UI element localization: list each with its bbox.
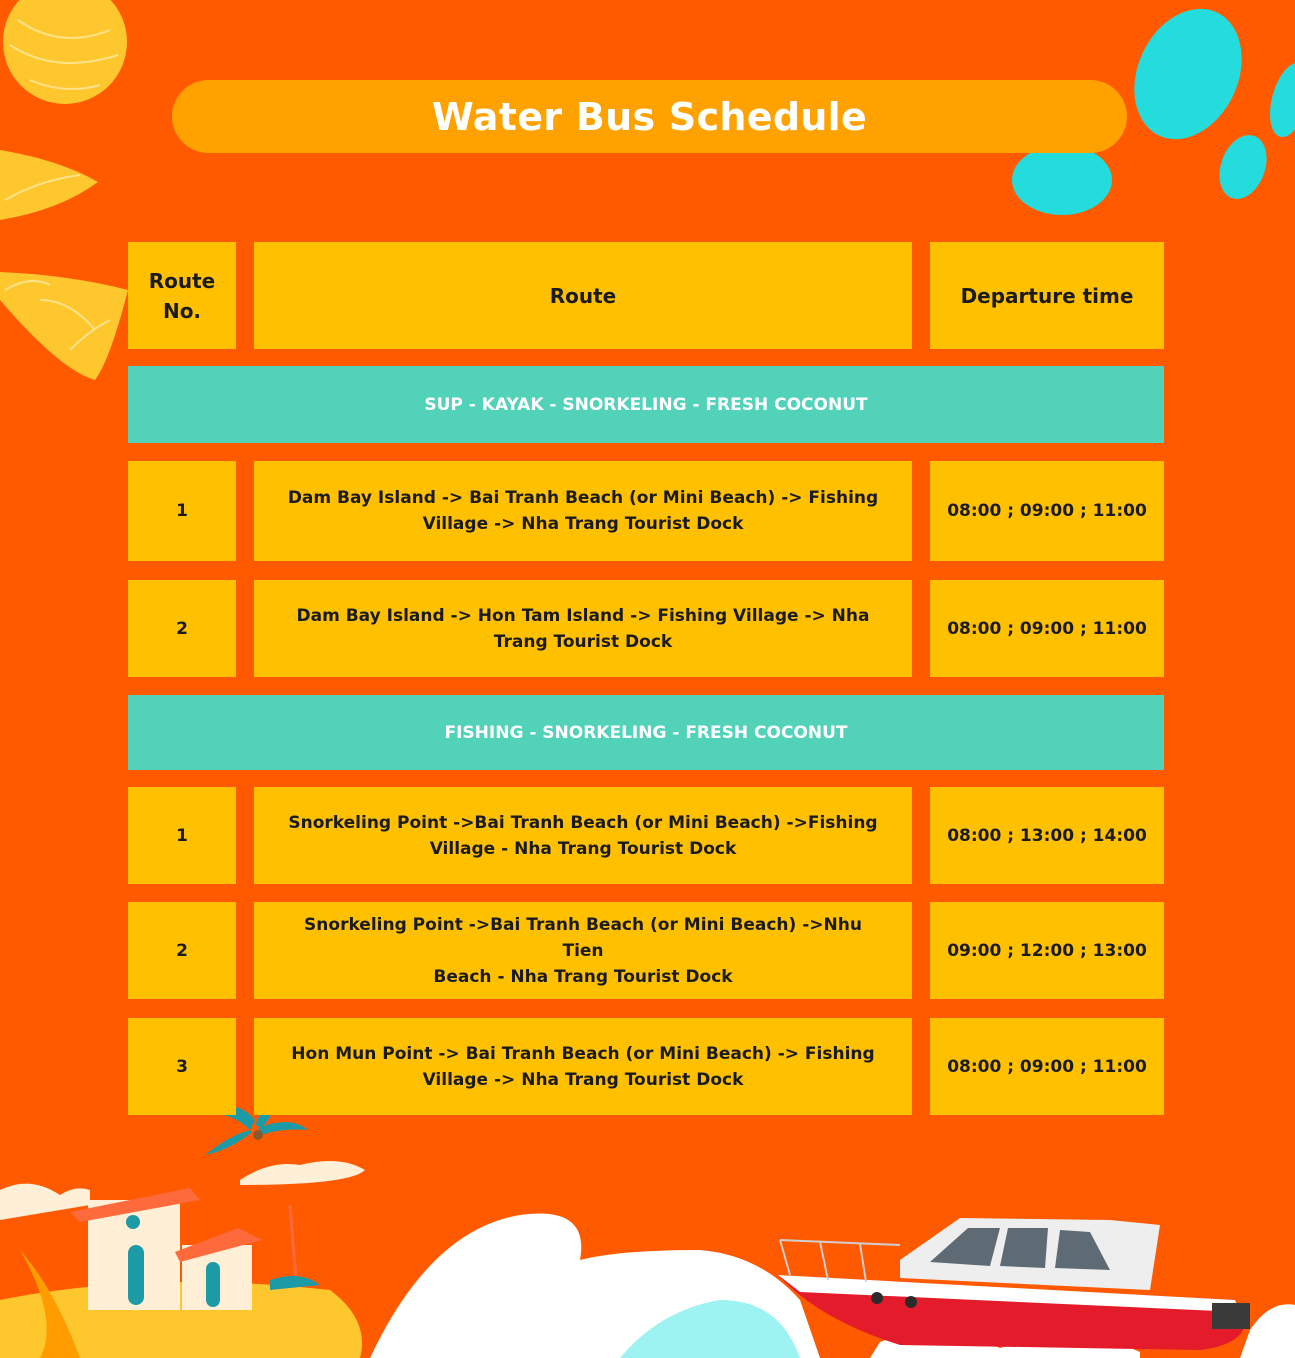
route-number: 3 [176,1056,188,1077]
header-departure-label: Departure time [960,283,1134,308]
section-band [128,695,1164,770]
route-number-cell [128,787,236,884]
leaf-icon [0,150,128,380]
departure-times: 08:00 ; 09:00 ; 11:00 [947,618,1147,639]
route-text-line2: Village - Nha Trang Tourist Dock [429,838,737,859]
departure-times: 08:00 ; 09:00 ; 11:00 [947,1056,1147,1077]
route-number-cell [128,580,236,677]
route-cell [254,787,912,884]
section-title: FISHING - SNORKELING - FRESH COCONUT [444,722,848,743]
route-number: 1 [176,501,188,521]
departure-times: 09:00 ; 12:00 ; 13:00 [947,940,1147,961]
route-number: 2 [176,940,188,961]
wave-icon [370,1213,820,1358]
section-title: SUP - KAYAK - SNORKELING - FRESH COCONUT [424,394,868,415]
departure-time-cell [930,580,1164,677]
route-text-line1: Dam Bay Island -> Bai Tranh Beach (or Mini Beach) -> Fishing [287,488,879,508]
route-text-line2: Trang Tourist Dock [493,631,673,652]
section-band [128,366,1164,443]
departure-time-cell [930,461,1164,561]
route-number-cell [128,1018,236,1115]
page-title: Water Bus Schedule [431,94,868,139]
route-number: 1 [176,825,188,846]
header-route [254,242,912,349]
route-cell [254,461,912,561]
route-cell [254,1018,912,1115]
route-text-line2: Village -> Nha Trang Tourist Dock [422,1069,744,1090]
header-route-no-line2: No. [162,298,202,323]
header-route-no-line1: Route [148,268,216,293]
route-text-line1: Dam Bay Island -> Hon Tam Island -> Fishing Village -> Nha [296,605,870,626]
header-departure-time [930,242,1164,349]
departure-times: 08:00 ; 13:00 ; 14:00 [947,825,1147,846]
departure-time-cell [930,787,1164,884]
header-route-label: Route [549,283,617,308]
route-text-line1: Snorkeling Point ->Bai Tranh Beach (or Mini Beach) ->Fishing [288,812,878,833]
header-route-no [128,242,236,349]
route-text-line1: Hon Mun Point -> Bai Tranh Beach (or Mini Beach) -> Fishing [291,1043,875,1064]
route-number: 2 [176,618,188,639]
route-number-cell [128,902,236,999]
title-banner [172,80,1127,153]
route-cell [254,580,912,677]
departure-times: 08:00 ; 09:00 ; 11:00 [947,501,1147,521]
route-cell [254,902,912,999]
island-house-icon [0,1161,365,1358]
route-text-line1: Snorkeling Point ->Bai Tranh Beach (or Mini Beach) ->Nhu Tien [304,914,862,961]
speedboat-icon [778,1218,1295,1358]
departure-time-cell [930,1018,1164,1115]
route-number-cell [128,461,236,561]
departure-time-cell [930,902,1164,999]
route-text-line2: Village -> Nha Trang Tourist Dock [422,514,744,534]
sun-icon [3,0,127,104]
route-text-line2: Beach - Nha Trang Tourist Dock [433,966,733,987]
